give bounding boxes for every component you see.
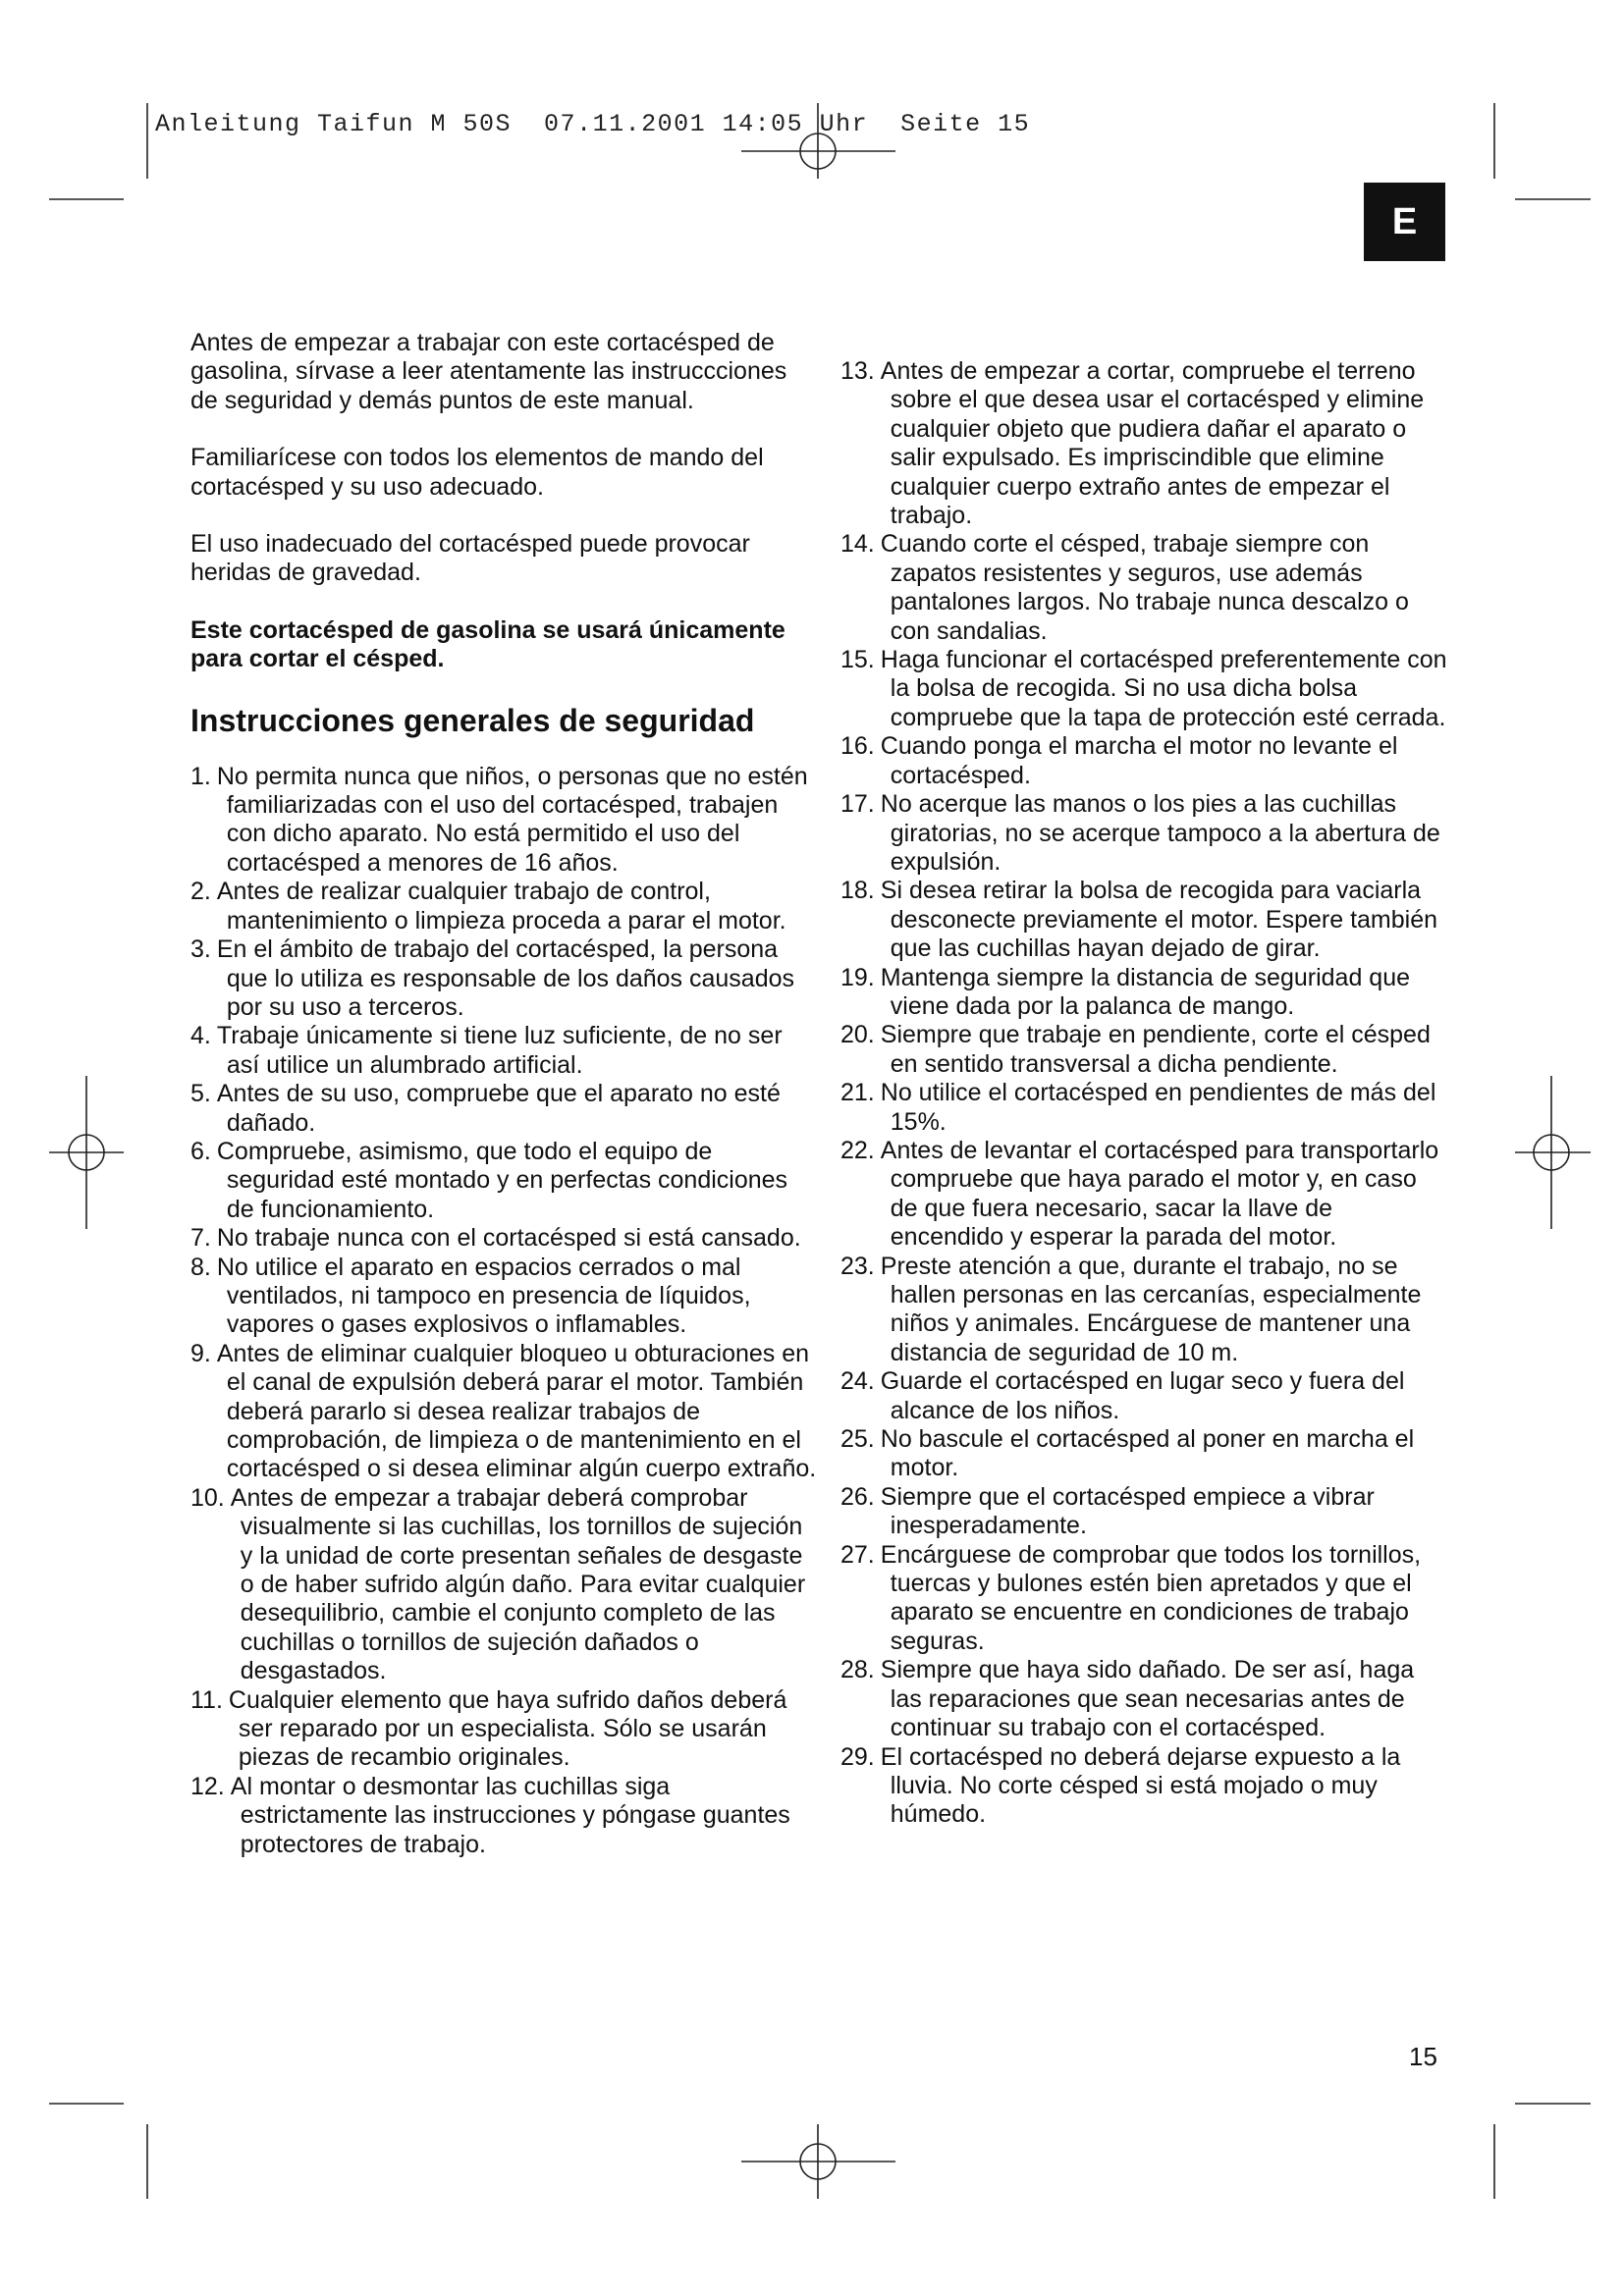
rule-text: Antes de su uso, compruebe que el aparato no esté dañado. [216, 1080, 781, 1137]
rule-text: Siempre que haya sido dañado. De ser así, haga las reparaciones que sean necesarias antes de continuar su trabajo con el cortacésped. [880, 1656, 1415, 1742]
rule-text: Antes de realizar cualquier trabajo de control, mantenimiento o limpieza proceda a parar el motor. [216, 878, 786, 934]
rule-number: 5. [190, 1080, 211, 1108]
safety-rule [190, 935, 819, 1022]
rule-text: No trabaje nunca con el cortacésped si está cansado. [216, 1224, 801, 1253]
safety-rule [840, 1425, 1449, 1483]
rule-text: Guarde el cortacésped en lugar seco y fuera del alcance de los niños. [880, 1367, 1405, 1424]
safety-rule [840, 1367, 1449, 1425]
rule-number: 18. [840, 877, 875, 905]
rule-text: Antes de levantar el cortacésped para transportarlo compruebe que haya parado el motor y, en caso de que fuera necesario, sacar la llave de encendido y esperar la parada del motor. [880, 1136, 1439, 1252]
safety-rule [840, 1541, 1449, 1657]
safety-rules-list-left [190, 763, 819, 1859]
rule-number: 26. [840, 1482, 875, 1511]
rule-number: 23. [840, 1252, 875, 1280]
rule-number: 25. [840, 1425, 875, 1454]
registration-mark-left [49, 1076, 124, 1229]
rule-number: 15. [840, 646, 875, 674]
rule-number: 29. [840, 1742, 875, 1771]
rule-text: En el ámbito de trabajo del cortacésped, la persona que lo utiliza es responsable de los daños causados por su uso a terceros. [216, 935, 795, 1021]
rule-text: Siempre que trabaje en pendiente, corte el césped en sentido transversal a dicha pendiente. [880, 1021, 1431, 1078]
rule-text: No permita nunca que niños, o personas que no estén familiarizadas con el uso del cortacésped, trabajen con dicho aparato. No está permitido el uso del cortacésped a menores de 16 años. [216, 762, 808, 877]
safety-rule [190, 1138, 819, 1224]
safety-rule [840, 1656, 1449, 1742]
safety-rule [840, 646, 1449, 732]
rule-number: 24. [840, 1367, 875, 1396]
rule-text: El cortacésped no deberá dejarse expuesto a la lluvia. No corte césped si está mojado o muy húmedo. [880, 1742, 1401, 1829]
safety-rule [840, 357, 1449, 530]
safety-rule [840, 732, 1449, 790]
rule-text: Antes de eliminar cualquier bloqueo u obturaciones en el canal de expulsión deberá parar el motor. También deberá pararlo si desea realizar trabajos de comprobación, de limpieza o de mantenimiento en el cortacésped o si desea eliminar algún cuerpo extraño. [216, 1339, 817, 1483]
rule-text: Al montar o desmontar las cuchillas siga estrictamente las instrucciones y póngase guantes protectores de trabajo. [230, 1772, 790, 1858]
rule-number: 22. [840, 1136, 875, 1164]
rule-number: 28. [840, 1656, 875, 1684]
safety-rule [840, 1137, 1449, 1253]
rule-text: Si desea retirar la bolsa de recogida para vaciarla desconecte previamente el motor. Espere también que las cuchillas hayan dejado de girar. [880, 877, 1438, 963]
rule-text: No utilice el aparato en espacios cerrados o mal ventilados, ni tampoco en presencia de líquidos, vapores o gases explosivos o inflamables. [216, 1253, 751, 1339]
rule-number: 19. [840, 963, 875, 991]
safety-rule [840, 1483, 1449, 1541]
rule-text: Compruebe, asimismo, que todo el equipo de seguridad esté montado y en perfectas condiciones de funcionamiento. [216, 1137, 788, 1223]
rule-text: Cuando corte el césped, trabaje siempre con zapatos resistentes y seguros, use además pantalones largos. No trabaje nunca descalzo o con sandalias. [880, 530, 1409, 645]
rule-number: 17. [840, 790, 875, 819]
usage-note: Este cortacésped de gasolina se usará únicamente para cortar el césped. [190, 615, 785, 673]
rule-text: Antes de empezar a cortar, compruebe el terreno sobre el que desea usar el cortacésped y elimine cualquier objeto que pudiera dañar el aparato o salir expulsado. Es impriscindible que elimine cualquier cuerpo extraño antes de empezar el trabajo. [880, 357, 1425, 530]
safety-rule [840, 1079, 1449, 1137]
rule-text: Mantenga siempre la distancia de seguridad que viene dada por la palanca de mango. [880, 963, 1410, 1020]
right-column [840, 357, 1449, 1830]
rule-number: 21. [840, 1079, 875, 1107]
safety-rule [840, 1743, 1449, 1830]
safety-rule [190, 1254, 819, 1340]
page-number: 15 [1409, 2042, 1437, 2071]
section-title: Instrucciones generales de seguridad [190, 702, 755, 738]
safety-rule [840, 964, 1449, 1022]
intro-paragraph: El uso inadecuado del cortacésped puede provocar heridas de gravedad. [190, 530, 750, 587]
safety-rule [190, 1224, 819, 1253]
rule-number: 16. [840, 732, 875, 761]
rule-number: 27. [840, 1540, 875, 1569]
rule-number: 1. [190, 762, 211, 790]
registration-mark-right [1515, 1076, 1591, 1229]
registration-mark-bottom [741, 2124, 895, 2199]
rule-text: Haga funcionar el cortacésped preferentemente con la bolsa de recogida. Si no usa dicha bolsa compruebe que la tapa de protección esté cerrada. [880, 646, 1447, 731]
rule-number: 9. [190, 1339, 211, 1367]
safety-rule [190, 1773, 819, 1859]
rule-text: Siempre que el cortacésped empiece a vibrar inesperadamente. [880, 1482, 1375, 1540]
rule-text: No bascule el cortacésped al poner en marcha el motor. [880, 1425, 1415, 1482]
safety-rule [190, 878, 819, 935]
rule-number: 12. [190, 1772, 225, 1800]
rule-text: No utilice el cortacésped en pendientes de más del 15%. [880, 1079, 1436, 1136]
safety-rule [840, 1253, 1449, 1368]
safety-rule [840, 790, 1449, 877]
intro-paragraph: Antes de empezar a trabajar con este cortacésped de gasolina, sírvase a leer atentamente las instruccciones de seguridad y demás puntos de este manual. [190, 329, 787, 414]
rule-text: Preste atención a que, durante el trabajo, no se hallen personas en las cercanías, especialmente niños y animales. Encárguese de mantener una distancia de seguridad de 10 m. [880, 1252, 1422, 1366]
safety-rule [840, 530, 1449, 646]
safety-rules-list-right [840, 357, 1449, 1830]
rule-number: 4. [190, 1022, 211, 1050]
rule-number: 3. [190, 935, 211, 964]
rule-number: 13. [840, 357, 875, 385]
rule-number: 2. [190, 878, 211, 906]
rule-text: Cuando ponga el marcha el motor no levante el cortacésped. [880, 732, 1398, 789]
safety-rule [190, 1484, 819, 1686]
safety-rule [840, 877, 1449, 963]
safety-rule [190, 763, 819, 879]
rule-number: 11. [190, 1685, 223, 1714]
rule-number: 14. [840, 530, 875, 559]
safety-rule [190, 1080, 819, 1138]
safety-rule [190, 1022, 819, 1080]
rule-text: Trabaje únicamente si tiene luz suficiente, de no ser así utilice un alumbrado artificial. [216, 1022, 783, 1079]
rule-number: 7. [190, 1224, 211, 1253]
rule-text: Cualquier elemento que haya sufrido daños deberá ser reparado por un especialista. Sólo se usarán piezas de recambio originales. [228, 1685, 787, 1772]
language-tab: E [1364, 183, 1445, 261]
rule-text: Antes de empezar a trabajar deberá comprobar visualmente si las cuchillas, los tornillos de sujeción y la unidad de corte presentan señales de desgaste o de haber sufrido algún daño. Para evitar cualquier desequilibrio, cambie el conjunto completo de las cuchillas o tornillos de sujeción dañados o desgastados. [230, 1483, 806, 1685]
safety-rule [840, 1021, 1449, 1079]
safety-rule [190, 1340, 819, 1484]
rule-text: No acerque las manos o los pies a las cuchillas giratorias, no se acerque tampoco a la abertura de expulsión. [880, 790, 1440, 876]
rule-number: 8. [190, 1253, 211, 1281]
safety-rule [190, 1686, 819, 1773]
rule-text: Encárguese de comprobar que todos los tornillos, tuercas y bulones estén bien apretados y que el aparato se encuentre en condiciones de trabajo seguras. [880, 1540, 1422, 1655]
rule-number: 20. [840, 1021, 875, 1049]
print-header: Anleitung Taifun M 50S 07.11.2001 14:05 Uhr Seite 15 [155, 110, 1031, 138]
rule-number: 6. [190, 1137, 211, 1165]
left-column [190, 329, 819, 1859]
rule-number: 10. [190, 1483, 225, 1512]
intro-paragraph: Familiarícese con todos los elementos de mando del cortacésped y su uso adecuado. [190, 444, 764, 501]
